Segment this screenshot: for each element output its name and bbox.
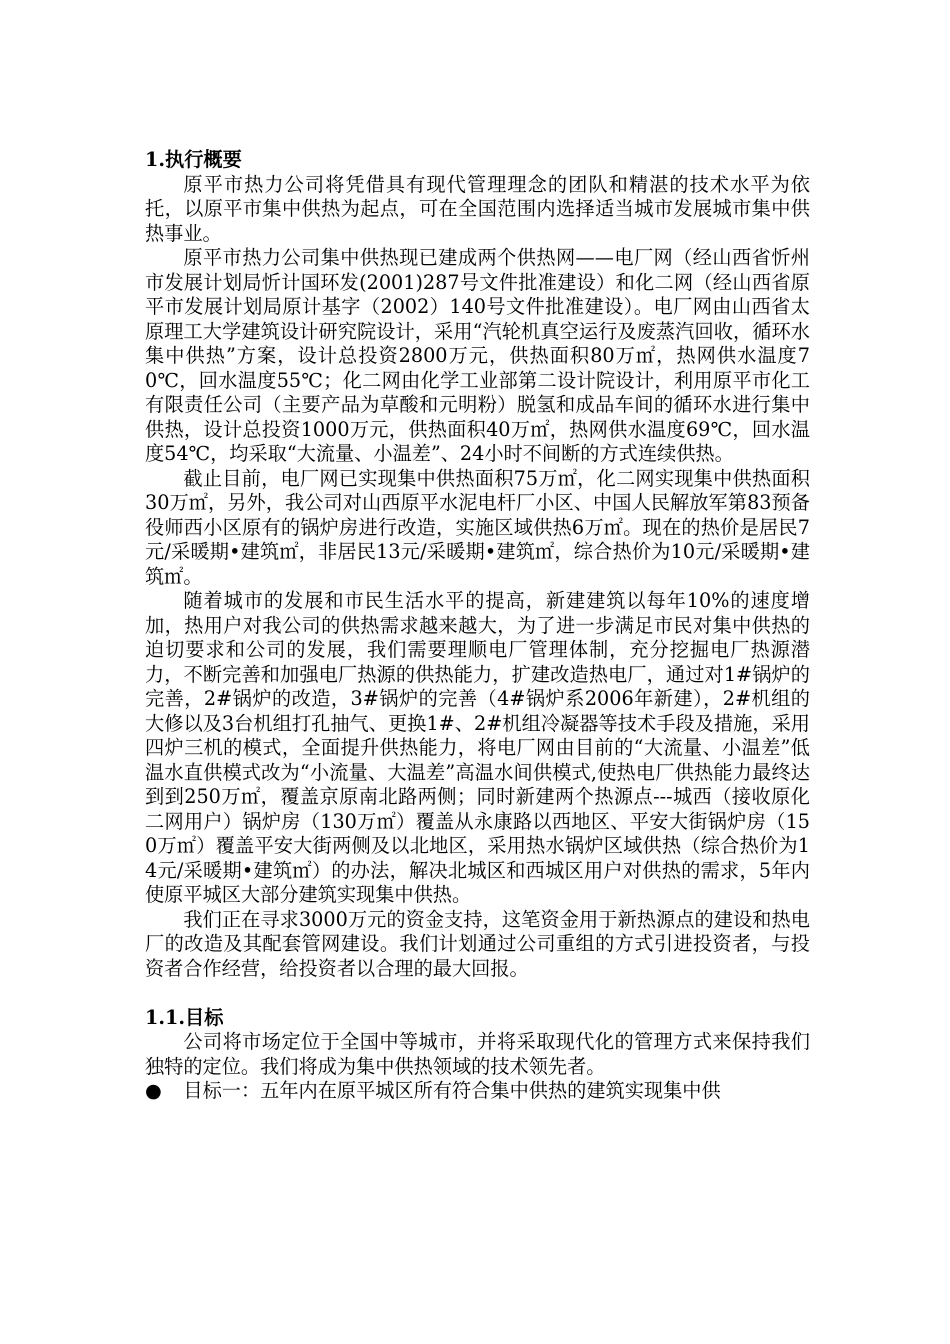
bullet-dot-icon: ●	[145, 1079, 162, 1102]
bullet-text-goal-one: 目标一：五年内在原平城区所有符合集中供热的建筑实现集中供	[183, 1079, 721, 1102]
paragraph-funding: 我们正在寻求3000万元的资金支持，这笔资金用于新热源点的建设和热电厂的改造及其配套管网建设。我们计划通过公司重组的方式引进投资者，与投资者合作经营，给投资者以合理的最大回报。	[145, 907, 810, 980]
document-page	[145, 148, 810, 1104]
paragraph-intro: 原平市热力公司将凭借具有现代管理理念的团队和精湛的技术水平为依托，以原平市集中供热为起点，可在全国范围内选择适当城市发展城市集中供热事业。	[145, 172, 810, 245]
section-spacer	[145, 981, 810, 1006]
paragraph-expansion-plan: 随着城市的发展和市民生活水平的提高，新建建筑以每年10%的速度增加，热用户对我公司的供热需求越来越大，为了进一步满足市民对集中供热的迫切要求和公司的发展，我们需要理顺电厂管理体制，充分挖掘电厂热源潜力，不断完善和加强电厂热源的供热能力，扩建改造热电厂，通过对1#锅炉的完善，2#锅炉的改造，3#锅炉的完善（4#锅炉系2006年新建），2#机组的大修以及3台机组打孔抽气、更换1#、2#机组冷凝器等技术手段及措施，采用四炉三机的模式，全面提升供热能力，将电厂网由目前的“大流量、小温差”低温水直供模式改为“小流量、大温差”高温水间供模式,使热电厂供热能力最终达到到250万㎡，覆盖京原南北路两侧；同时新建两个热源点---城西（接收原化二网用户）锅炉房（130万㎡）覆盖从永康路以西地区、平安大街锅炉房（150万㎡）覆盖平安大街两侧及以北地区，采用热水锅炉区域供热（综合热价为14元/采暖期•建筑㎡）的办法，解决北城区和西城区用户对供热的需求，5年内使原平城区大部分建筑实现集中供热。	[145, 589, 810, 906]
section-heading-executive-summary: 1.执行概要	[145, 148, 242, 171]
paragraph-goals-intro: 公司将市场定位于全国中等城市，并将采取现代化的管理方式来保持我们独特的定位。我们将成为集中供热领域的技术领先者。	[145, 1030, 810, 1078]
paragraph-heating-networks: 原平市热力公司集中供热现已建成两个供热网——电厂网（经山西省忻州市发展计划局忻计国环发(2001)287号文件批准建设）和化二网（经山西省原平市发展计划局原计基字（2002）140号文件批准建设）。电厂网由山西省太原理工大学建筑设计研究院设计，采用“汽轮机真空运行及废蒸汽回收，循环水集中供热”方案，设计总投资2800万元，供热面积80万㎡，热网供水温度70℃，回水温度55℃；化二网由化学工业部第二设计院设计，利用原平市化工有限责任公司（主要产品为草酸和元明粉）脱氢和成品车间的循环水进行集中供热，设计总投资1000万元，供热面积40万㎡，热网供水温度69℃，回水温度54℃，均采取“大流量、小温差”、24小时不间断的方式连续供热。	[145, 246, 810, 465]
bullet-item-goal-one	[145, 1079, 810, 1104]
paragraph-current-status: 截止目前，电厂网已实现集中供热面积75万㎡，化二网实现集中供热面积30万㎡，另外，我公司对山西原平水泥电杆厂小区、中国人民解放军第83预备役师西小区原有的锅炉房进行改造，实施区域供热6万㎡。现在的热价是居民7元/采暖期•建筑㎡，非居民13元/采暖期•建筑㎡，综合热价为10元/采暖期•建筑㎡。	[145, 466, 810, 588]
section-heading-goals: 1.1.目标	[145, 1005, 224, 1029]
